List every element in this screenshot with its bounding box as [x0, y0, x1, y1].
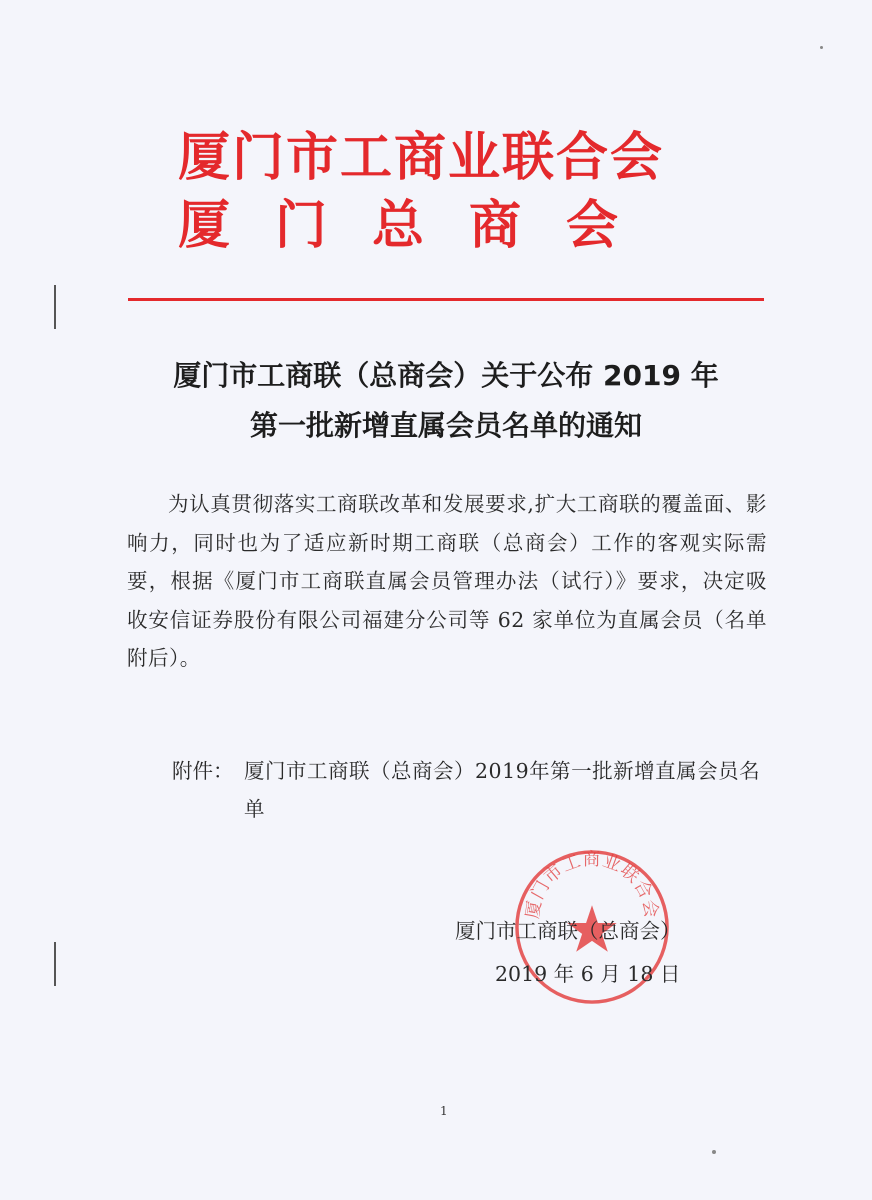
signature-org: 厦门市工商联（总商会）: [455, 919, 681, 943]
document-title-line-1: 厦门市工商联（总商会）关于公布 2019 年: [173, 359, 719, 392]
red-header-rule: [128, 298, 764, 301]
org-name-line-2: 厦门总商会: [178, 195, 664, 256]
document-title-line-2: 第一批新增直属会员名单的通知: [249, 409, 642, 442]
scan-speck: [712, 1150, 716, 1154]
staple-mark: [54, 285, 56, 329]
page-number: 1: [440, 1104, 448, 1118]
body-paragraph: 为认真贯彻落实工商联改革和发展要求,扩大工商联的覆盖面、影响力，同时也为了适应新时期工商联（总商会）工作的客观实际需要，根据《厦门市工商联直属会员管理办法（试行）》要求，决定吸收安信证券股份有限公司福建分公司等 62 家单位为直属会员（名单附后）。: [127, 492, 767, 670]
attachment-text: 厦门市工商联（总商会）2019年第一批新增直属会员名单: [244, 759, 761, 821]
signature-date: 2019 年 6 月 18 日: [495, 962, 681, 986]
seal-text: 厦门市工商业联合会: [523, 850, 661, 921]
staple-mark: [54, 942, 56, 986]
scan-speck: [820, 46, 823, 49]
attachment-label: 附件：: [172, 759, 234, 783]
org-name-line-1: 厦门市工商业联合会: [178, 127, 665, 188]
